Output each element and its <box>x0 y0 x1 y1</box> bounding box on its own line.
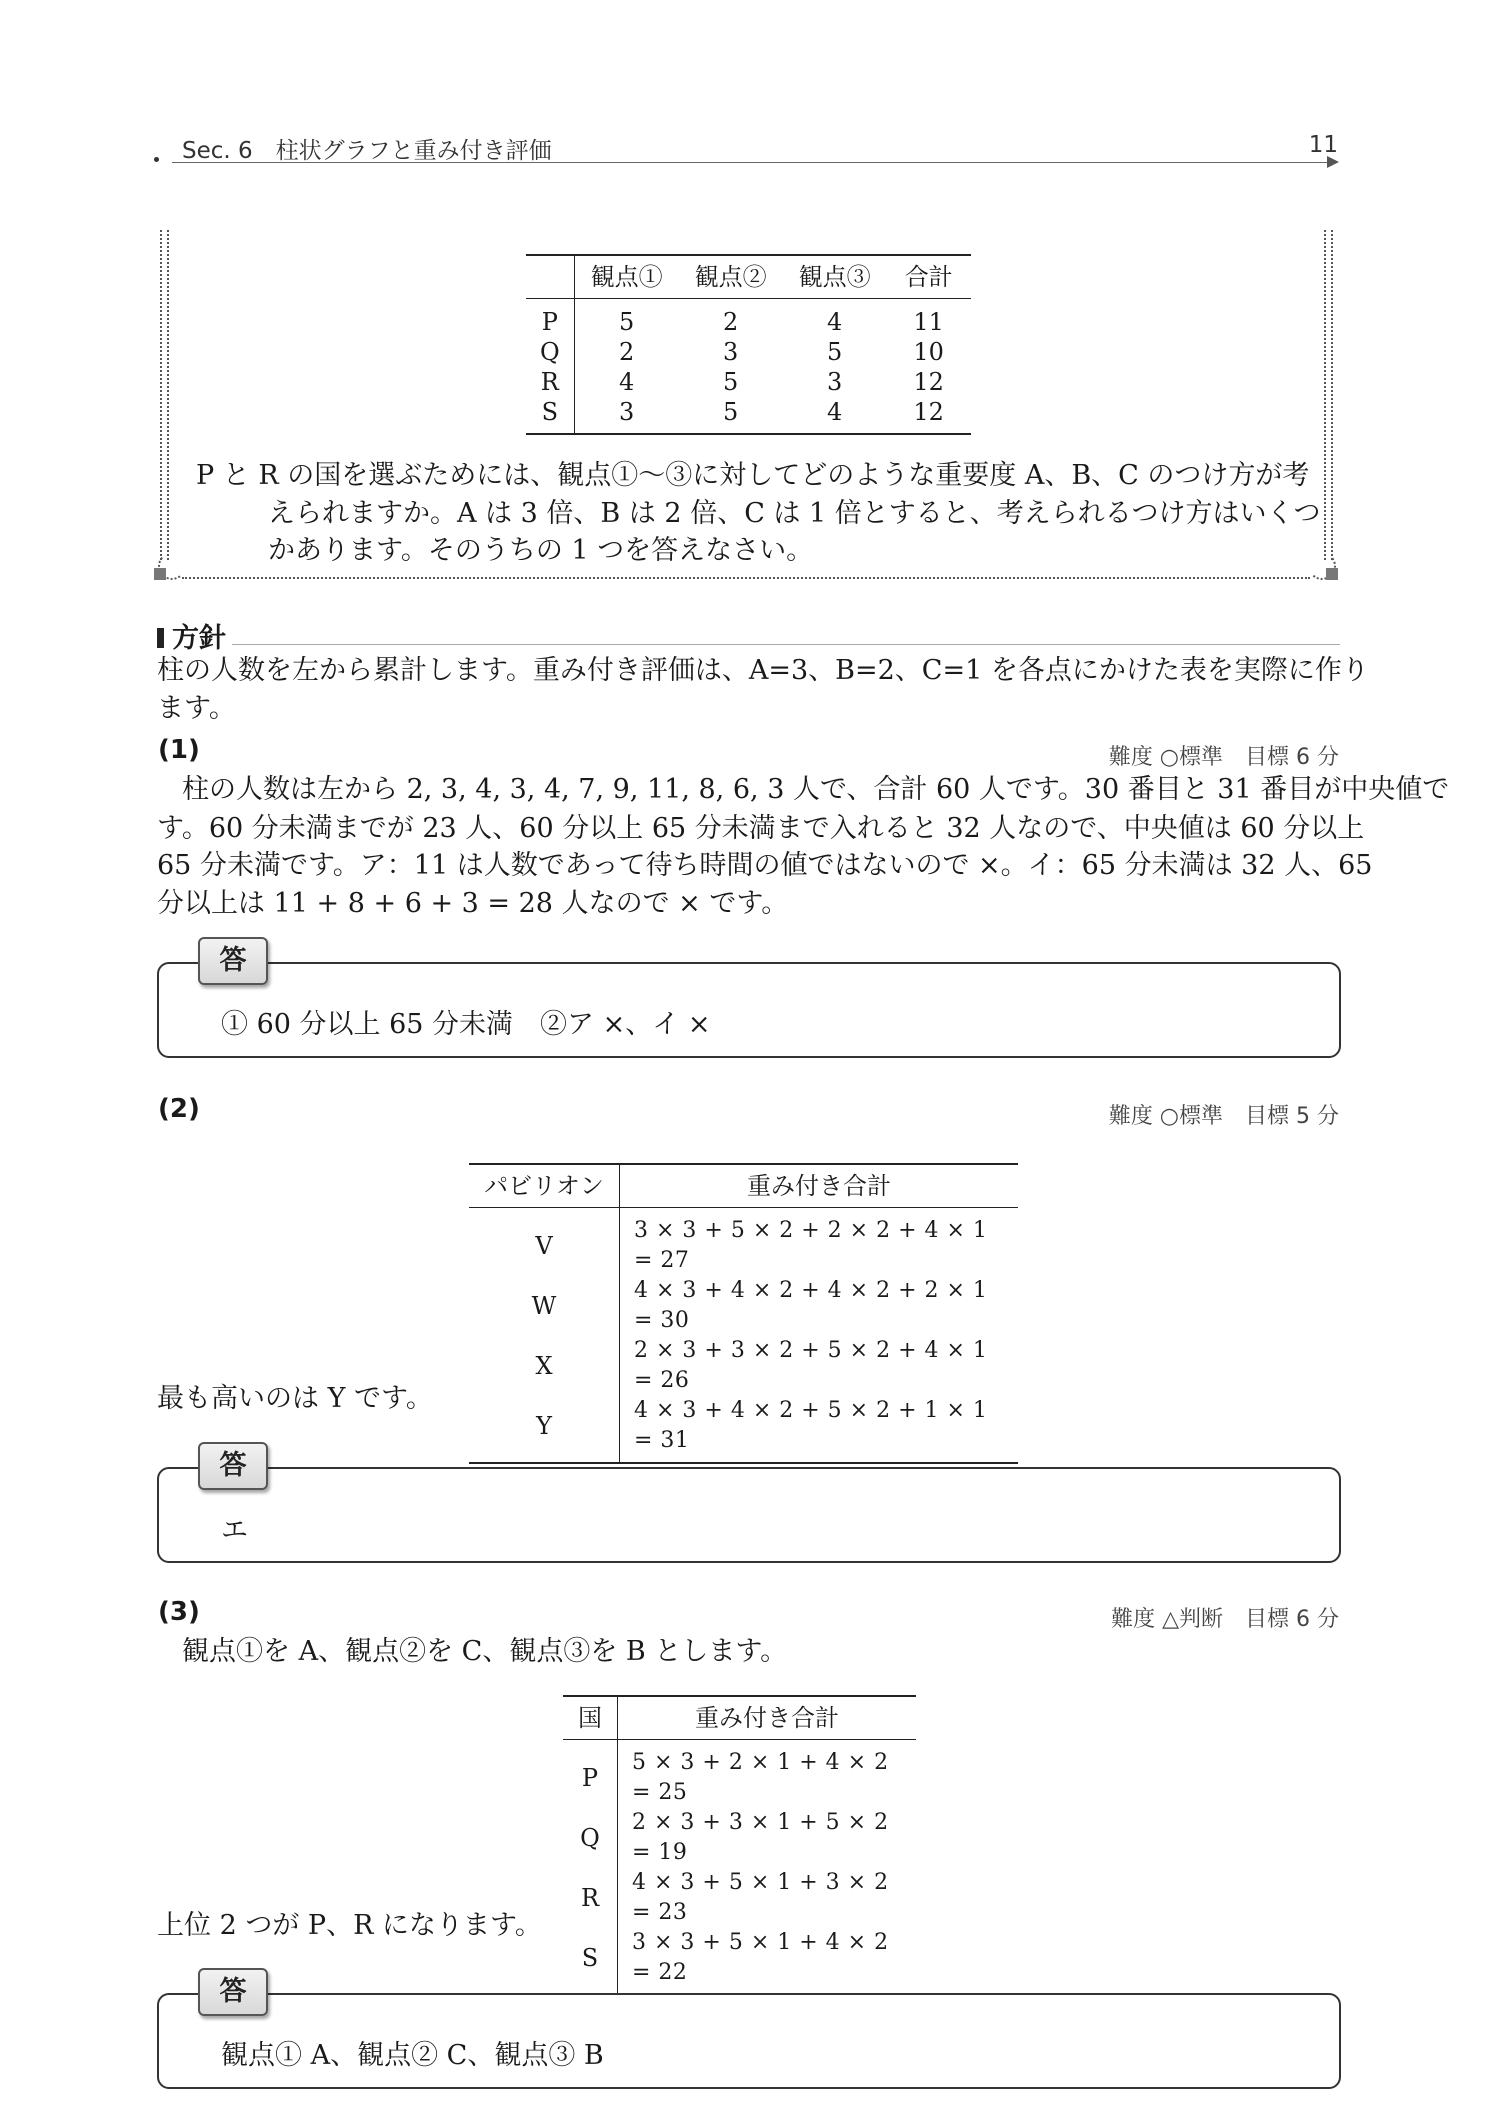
frame-square-left <box>154 568 166 580</box>
table-cell: 4 × 3 + 4 × 2 + 4 × 2 + 2 × 1 = 30 <box>634 1278 988 1333</box>
table-row <box>526 367 971 397</box>
policy-rule <box>232 644 1340 645</box>
table-header-cell: 観点② <box>694 263 767 291</box>
pavilion-table <box>469 1163 1018 1464</box>
table-cell: 5 <box>723 398 739 426</box>
answer-text: ① 60 分以上 65 分未満 ②ア ×、イ × <box>221 1009 711 1040</box>
table-cell: 5 <box>723 368 739 396</box>
table-header-cell <box>526 256 574 299</box>
table-cell: R <box>526 367 574 397</box>
table-cell: 12 <box>913 368 944 396</box>
table-cell: Q <box>563 1808 618 1868</box>
table-cell: 2 <box>619 338 635 366</box>
table-header-cell: 重み付き合計 <box>695 1704 839 1732</box>
answer-box <box>157 1467 1341 1563</box>
table-header-cell: 観点① <box>590 263 663 291</box>
table-row <box>526 397 971 433</box>
table-cell: S <box>526 397 574 433</box>
table-header-cell: 観点③ <box>798 263 871 291</box>
explanation-line: 65 分未満です。ア：11 は人数であって待ち時間の値ではないので ×。イ：65 分未満は 32 人、65 <box>157 850 1373 881</box>
answer-tab: 答 <box>198 1442 268 1490</box>
policy-heading: 方針 <box>172 623 226 654</box>
table-row <box>563 1808 916 1868</box>
frame-border-right <box>1331 230 1333 560</box>
table-cell: 5 × 3 + 2 × 1 + 4 × 2 = 25 <box>632 1750 889 1805</box>
table-cell: 4 × 3 + 5 × 1 + 3 × 2 = 23 <box>632 1870 889 1925</box>
section-title: Sec. 6 柱状グラフと重み付き評価 <box>182 138 552 164</box>
table-header-cell: 合計 <box>904 263 953 291</box>
table-cell: 10 <box>913 338 944 366</box>
table-cell: 3 × 3 + 5 × 1 + 4 × 2 = 22 <box>632 1930 889 1985</box>
conclusion-text: 最も高いのは Y です。 <box>157 1383 433 1414</box>
header-arrow-icon <box>1327 156 1339 168</box>
table-header-cell: 国 <box>563 1697 618 1740</box>
table-cell: P <box>563 1740 618 1809</box>
question-line: P と R の国を選ぶためには、観点①〜③に対してどのような重要度 A、B、C のつけ方が考 <box>196 460 1310 491</box>
table-cell: 12 <box>913 398 944 426</box>
table-row <box>469 1208 1018 1277</box>
header-bullet <box>154 157 159 162</box>
question-line: かあります。そのうちの 1 つを答えなさい。 <box>268 535 814 566</box>
table-row <box>469 1276 1018 1336</box>
question-number: (1) <box>158 735 200 765</box>
page-number: 11 <box>1308 132 1338 158</box>
table-cell: V <box>469 1208 620 1277</box>
frame-border-left <box>160 230 162 560</box>
table-row <box>526 299 971 338</box>
frame-border-left-inner <box>167 230 169 560</box>
table-cell: S <box>563 1928 618 1994</box>
table-header-cell: 重み付き合計 <box>747 1172 891 1200</box>
table-cell: 5 <box>619 308 635 336</box>
policy-text: 柱の人数を左から累計します。重み付き評価は、A=3、B=2、C=1 を各点にかけた表を実際に作り <box>157 655 1369 686</box>
score-table <box>526 254 971 435</box>
table-cell: X <box>469 1336 620 1396</box>
table-cell: 4 <box>619 368 635 396</box>
table-cell: 2 × 3 + 3 × 1 + 5 × 2 = 19 <box>632 1810 889 1865</box>
explanation-line: 分以上は 11 + 8 + 6 + 3 = 28 人なので × です。 <box>157 888 789 919</box>
table-cell: 5 <box>827 338 843 366</box>
explanation-line: す。60 分未満までが 23 人、60 分以上 65 分未満まで入れると 32 人なので、中央値は 60 分以上 <box>157 813 1365 844</box>
question-number: (3) <box>158 1597 200 1627</box>
table-cell: 3 <box>619 398 635 426</box>
header-rule <box>172 162 1327 163</box>
table-cell: 4 × 3 + 4 × 2 + 5 × 2 + 1 × 1 = 31 <box>634 1398 988 1453</box>
table-cell: 3 <box>827 368 843 396</box>
question-number: (2) <box>158 1094 200 1124</box>
table-row <box>563 1868 916 1928</box>
table-cell: 3 <box>723 338 739 366</box>
table-cell: W <box>469 1276 620 1336</box>
difficulty-meta: 難度 ○標準 目標 5 分 <box>1108 1104 1339 1129</box>
question-line: えられますか。A は 3 倍、B は 2 倍、C は 1 倍とすると、考えられるつけ方はいくつ <box>268 498 1321 529</box>
table-row <box>469 1396 1018 1462</box>
table-row <box>526 337 971 367</box>
table-cell: 3 × 3 + 5 × 2 + 2 × 2 + 4 × 1 = 27 <box>634 1218 988 1273</box>
answer-text: 観点① A、観点② C、観点③ B <box>221 2040 604 2071</box>
answer-tab: 答 <box>198 1968 268 2016</box>
answer-tab: 答 <box>198 937 268 985</box>
table-cell: 4 <box>827 308 843 336</box>
explanation-line: 柱の人数は左から 2, 3, 4, 3, 4, 7, 9, 11, 8, 6, 3 人で、合計 60 人です。30 番目と 31 番目が中央値で <box>182 774 1450 805</box>
table-row <box>563 1928 916 1994</box>
answer-text: エ <box>221 1515 248 1546</box>
table-row <box>469 1336 1018 1396</box>
table-cell: Q <box>526 337 574 367</box>
table-cell: 4 <box>827 398 843 426</box>
table-cell: Y <box>469 1396 620 1462</box>
table-row <box>563 1740 916 1809</box>
table-cell: 11 <box>913 308 944 336</box>
frame-square-right <box>1326 568 1338 580</box>
frame-border-bottom <box>182 577 1310 579</box>
table-cell: 2 × 3 + 3 × 2 + 5 × 2 + 4 × 1 = 26 <box>634 1338 988 1393</box>
difficulty-meta: 難度 ○標準 目標 6 分 <box>1108 745 1339 770</box>
frame-border-right-inner <box>1324 230 1326 560</box>
table-cell: R <box>563 1868 618 1928</box>
section-marker-icon <box>157 628 164 648</box>
country-table <box>563 1695 916 1996</box>
conclusion-text: 上位 2 つが P、R になります。 <box>157 1910 542 1941</box>
table-header-cell: パビリオン <box>469 1165 620 1208</box>
intro-text: 観点①を A、観点②を C、観点③を B とします。 <box>182 1636 788 1667</box>
policy-text: ます。 <box>157 693 236 724</box>
difficulty-meta: 難度 △判断 目標 6 分 <box>1111 1607 1339 1632</box>
table-cell: 2 <box>723 308 739 336</box>
table-cell: P <box>526 299 574 338</box>
